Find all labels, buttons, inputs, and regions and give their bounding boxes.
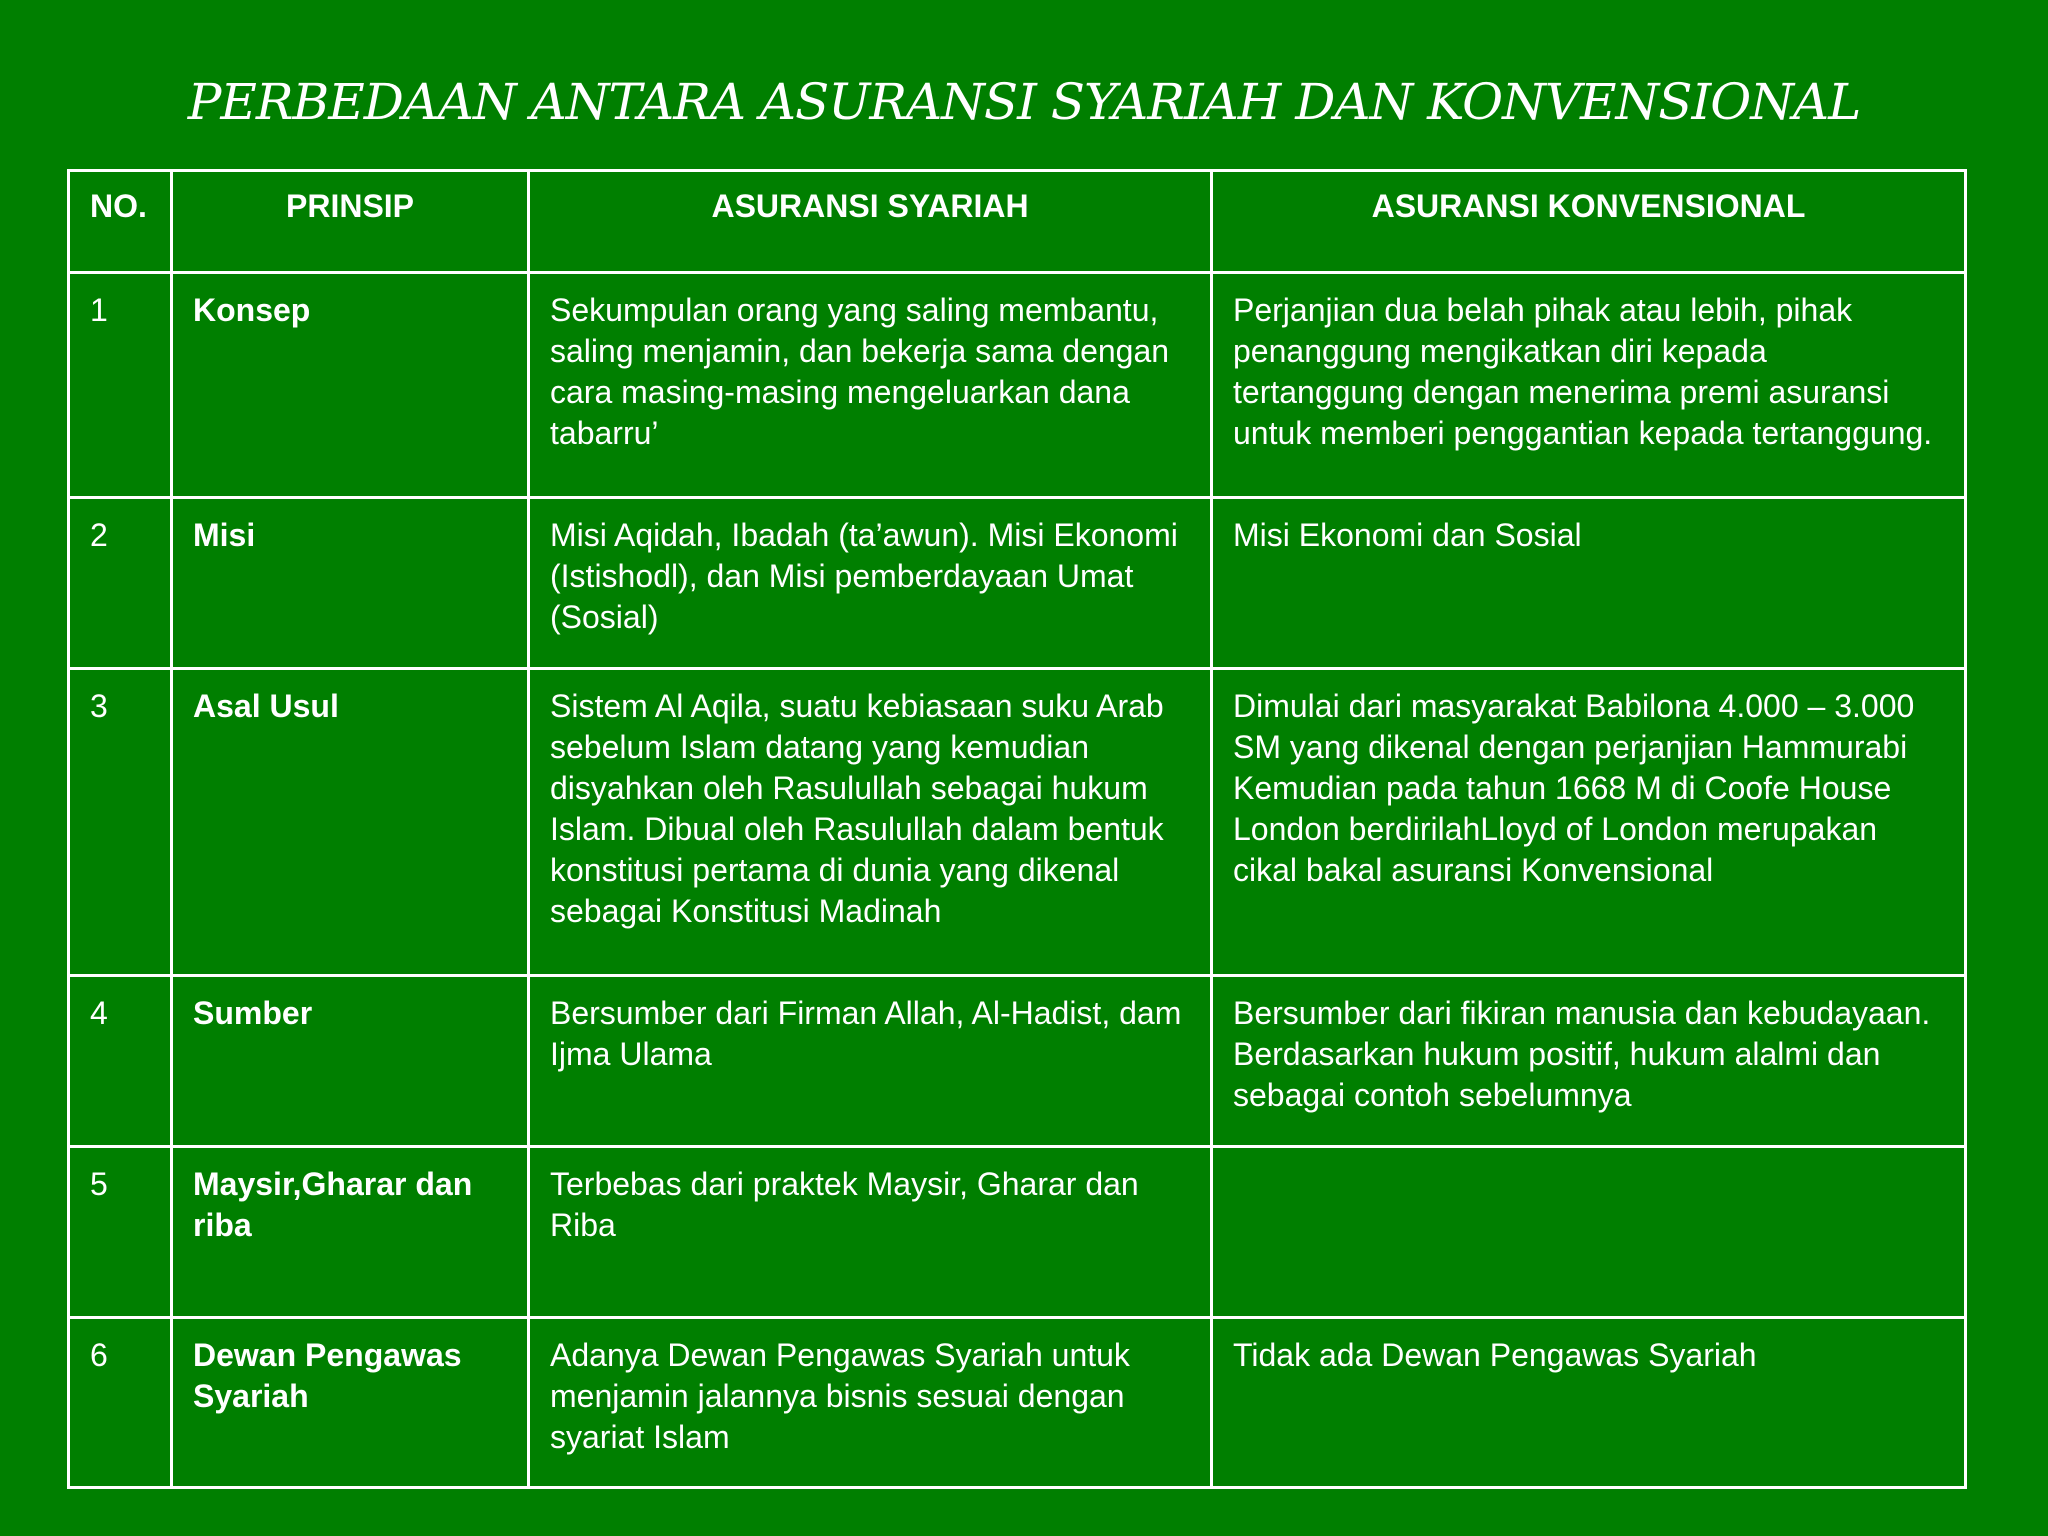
row-konvensional: Perjanjian dua belah pihak atau lebih, pihak penanggung mengikatkan diri kepada tertanggung dengan menerima premi asuransi untuk memberi penggantian kepada tertanggung.	[1212, 273, 1966, 498]
row-syariah: Misi Aqidah, Ibadah (ta’awun). Misi Ekonomi (Istishodl), dan Misi pemberdayaan Umat (Sosial)	[529, 498, 1212, 669]
row-number: 5	[69, 1147, 172, 1318]
header-row	[69, 171, 1966, 273]
table-row	[69, 1318, 1966, 1488]
slide-title: PERBEDAAN ANTARA ASURANSI SYARIAH DAN KONVENSIONAL	[187, 73, 1861, 131]
table-row	[69, 669, 1966, 976]
row-principle: Misi	[172, 498, 529, 669]
row-number: 6	[69, 1318, 172, 1488]
table-row	[69, 498, 1966, 669]
row-konvensional: Bersumber dari fikiran manusia dan kebudayaan. Berdasarkan hukum positif, hukum alalmi dan sebagai contoh sebelumnya	[1212, 976, 1966, 1147]
row-syariah: Terbebas dari praktek Maysir, Gharar dan Riba	[529, 1147, 1212, 1318]
row-principle: Asal Usul	[172, 669, 529, 976]
row-principle: Konsep	[172, 273, 529, 498]
comparison-table	[67, 169, 1967, 1489]
header-syariah: ASURANSI SYARIAH	[529, 171, 1212, 273]
row-syariah: Sekumpulan orang yang saling membantu, saling menjamin, dan bekerja sama dengan cara masing-masing mengeluarkan dana tabarru’	[529, 273, 1212, 498]
table-row	[69, 1147, 1966, 1318]
row-konvensional	[1212, 1147, 1966, 1318]
row-konvensional: Dimulai dari masyarakat Babilona 4.000 – 3.000 SM yang dikenal dengan perjanjian Hammurabi Kemudian pada tahun 1668 M di Coofe House London berdirilahLloyd of London merupakan cikal bakal asuransi Konvensional	[1212, 669, 1966, 976]
row-number: 1	[69, 273, 172, 498]
row-number: 4	[69, 976, 172, 1147]
table-row	[69, 273, 1966, 498]
row-principle: Dewan Pengawas Syariah	[172, 1318, 529, 1488]
header-principle: PRINSIP	[172, 171, 529, 273]
row-konvensional: Misi Ekonomi dan Sosial	[1212, 498, 1966, 669]
row-number: 3	[69, 669, 172, 976]
header-konvensional: ASURANSI KONVENSIONAL	[1212, 171, 1966, 273]
row-principle: Maysir,Gharar dan riba	[172, 1147, 529, 1318]
row-syariah: Sistem Al Aqila, suatu kebiasaan suku Arab sebelum Islam datang yang kemudian disyahkan oleh Rasulullah sebagai hukum Islam. Dibual oleh Rasulullah dalam bentuk konstitusi pertama di dunia yang dikenal sebagai Konstitusi Madinah	[529, 669, 1212, 976]
row-number: 2	[69, 498, 172, 669]
table-row	[69, 976, 1966, 1147]
header-no: NO.	[69, 171, 172, 273]
row-syariah: Adanya Dewan Pengawas Syariah untuk menjamin jalannya bisnis sesuai dengan syariat Islam	[529, 1318, 1212, 1488]
row-syariah: Bersumber dari Firman Allah, Al-Hadist, dam Ijma Ulama	[529, 976, 1212, 1147]
row-konvensional: Tidak ada Dewan Pengawas Syariah	[1212, 1318, 1966, 1488]
row-principle: Sumber	[172, 976, 529, 1147]
